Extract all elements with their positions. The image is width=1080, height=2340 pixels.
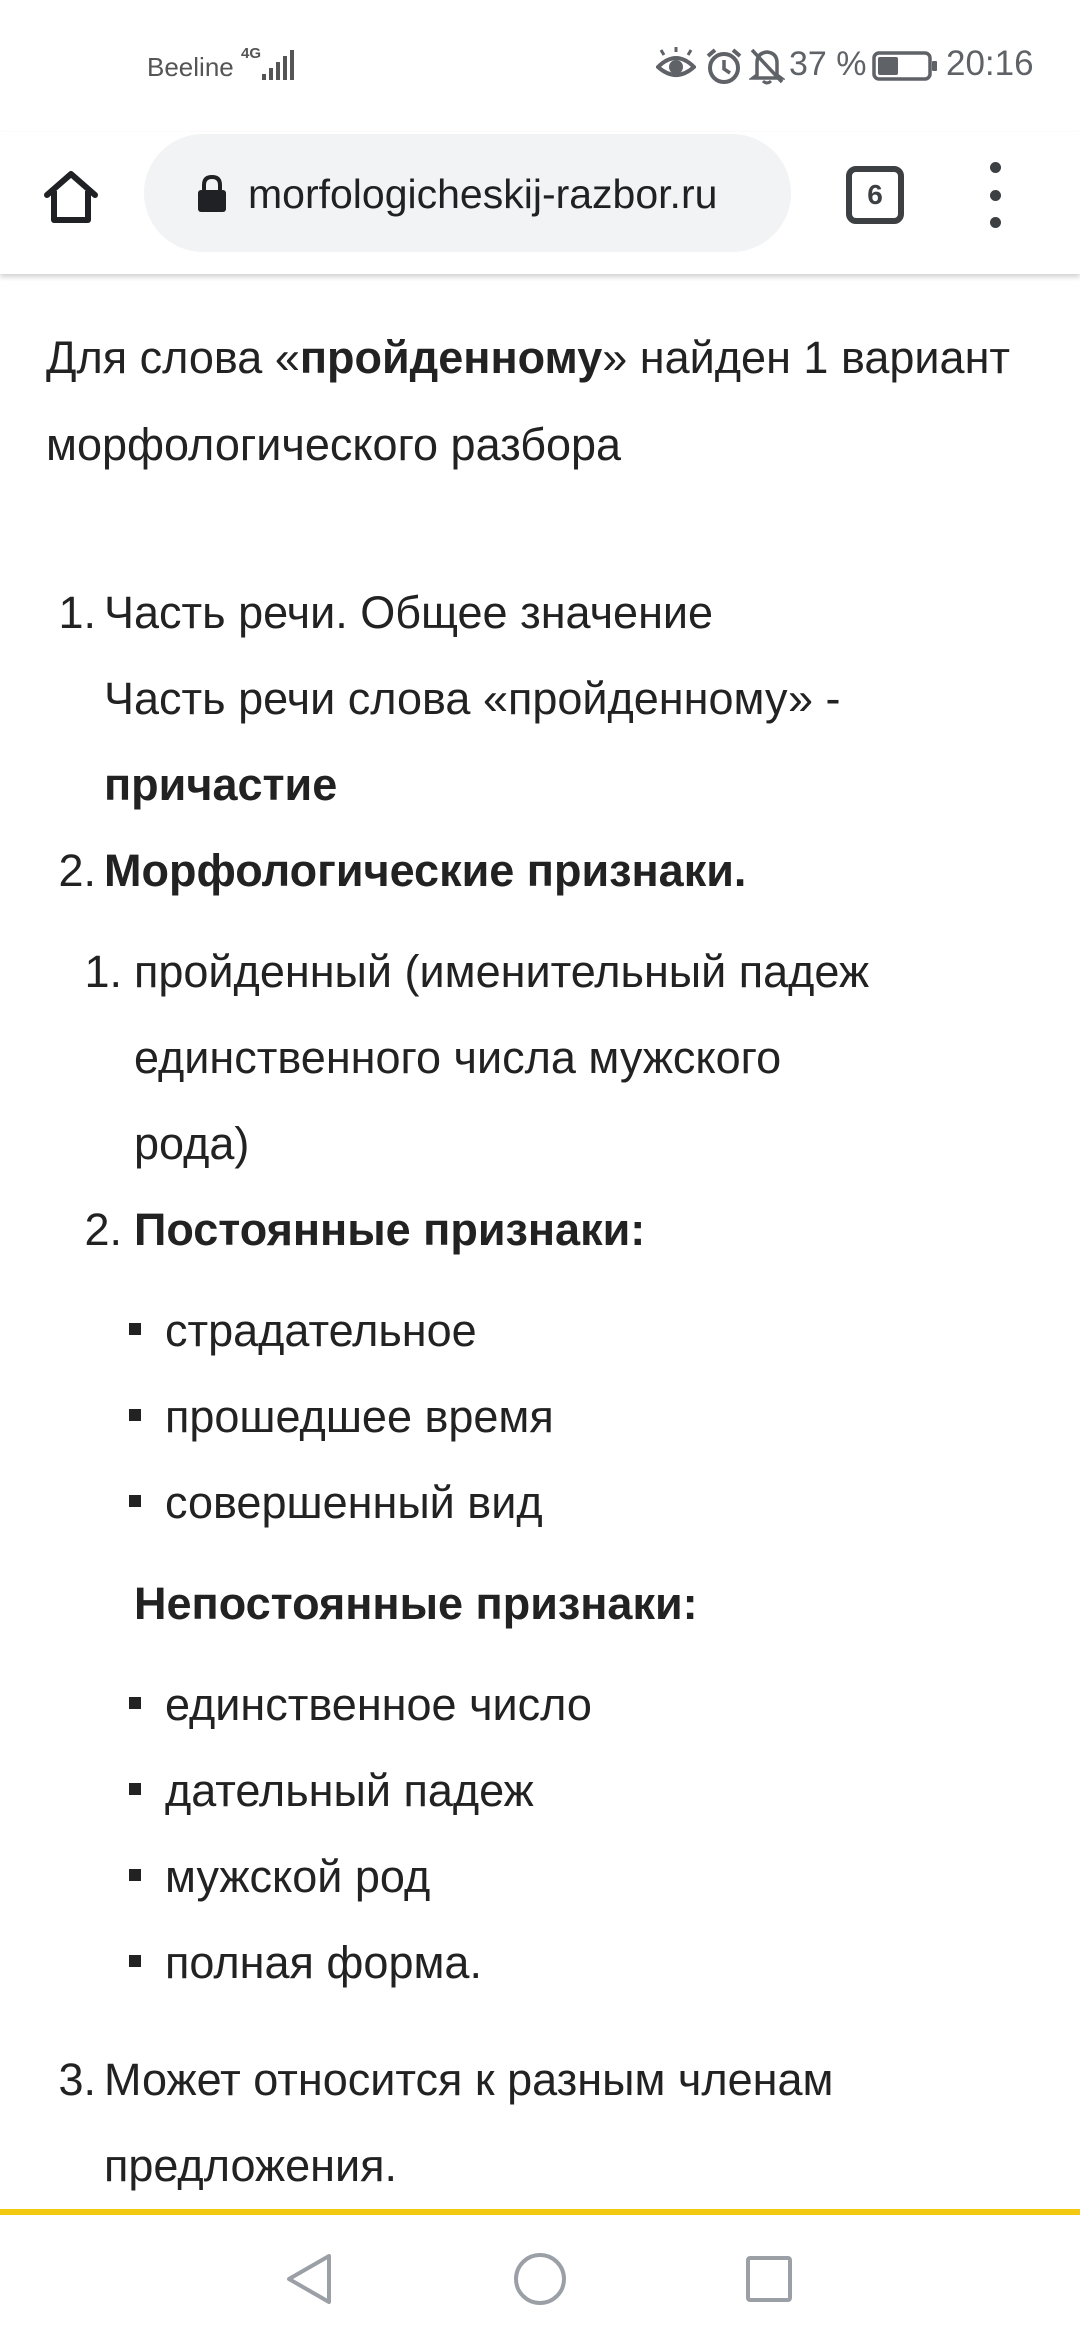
section-text: предложения. (104, 2140, 397, 2191)
menu-dot (990, 217, 1001, 228)
more-vert-icon[interactable] (975, 162, 1015, 228)
home-circle-icon (512, 2251, 568, 2307)
lock-icon (196, 174, 228, 214)
subsection-title: Постоянные признаки: (134, 1204, 646, 1255)
tab-switcher-button[interactable]: 6 (846, 166, 904, 224)
section-text: Часть речи слова «пройденному» - (104, 673, 841, 724)
list-number: 1. (84, 946, 122, 997)
url-value: morfologicheskij-razbor.ru (248, 171, 718, 217)
notifications-off-icon (749, 47, 785, 85)
nav-home-button[interactable] (510, 2249, 570, 2309)
menu-dot (990, 190, 1001, 201)
bullet (129, 1697, 141, 1709)
list-item: полная форма. (165, 1937, 482, 1988)
intro-word: пройденному (299, 332, 603, 383)
network-type: 4G (241, 45, 262, 62)
list-number: 1. (58, 587, 96, 638)
section-text: Может относится к разным членам (104, 2054, 834, 2105)
list-item: дательный падеж (165, 1765, 534, 1816)
section-title: Морфологические признаки. (104, 845, 747, 896)
nav-recent-button[interactable] (739, 2249, 799, 2309)
list-item: мужской род (165, 1851, 431, 1902)
list-number: 2. (58, 845, 96, 896)
back-icon (283, 2251, 335, 2307)
signal-icon (262, 50, 296, 80)
browser-toolbar (0, 132, 1080, 274)
bullet (129, 1409, 141, 1421)
bullet (129, 1323, 141, 1335)
initial-form-line: единственного числа мужского (134, 1032, 782, 1083)
carrier-name: Beeline (147, 52, 234, 82)
list-item: единственное число (165, 1679, 592, 1730)
alarm-icon (705, 47, 743, 85)
list-item: страдательное (165, 1305, 477, 1356)
intro-prefix: Для слова « (46, 332, 300, 383)
intro-suffix: » найден 1 вариант морфологического разбора (46, 332, 1011, 470)
list-item: совершенный вид (165, 1477, 543, 1528)
nav-back-button[interactable] (279, 2249, 339, 2309)
initial-form-line: рода) (134, 1118, 250, 1169)
home-icon (42, 169, 100, 225)
bullet (129, 1783, 141, 1795)
list-number: 2. (84, 1204, 122, 1255)
menu-dot (990, 162, 1001, 173)
bullet (129, 1495, 141, 1507)
system-nav-bar (0, 2215, 1080, 2340)
page-content (0, 274, 1080, 2208)
subsection-title: Непостоянные признаки: (134, 1578, 698, 1629)
clock: 20:16 (946, 44, 1034, 83)
list-number: 3. (58, 2054, 96, 2105)
status-bar (0, 0, 1080, 132)
eye-icon (656, 47, 696, 83)
list-item: прошедшее время (165, 1391, 554, 1442)
initial-form-line: пройденный (именительный падеж (134, 946, 870, 997)
recent-apps-icon (744, 2254, 794, 2304)
part-of-speech-value: причастие (104, 759, 338, 810)
home-button[interactable] (36, 162, 106, 232)
intro-text (46, 314, 1046, 488)
battery-icon (872, 51, 938, 81)
section-title: Часть речи. Общее значение (104, 587, 714, 638)
battery-percent: 37 % (789, 45, 867, 83)
address-bar[interactable] (144, 134, 791, 252)
bullet (129, 1955, 141, 1967)
url-text[interactable] (248, 168, 768, 220)
bullet (129, 1869, 141, 1881)
